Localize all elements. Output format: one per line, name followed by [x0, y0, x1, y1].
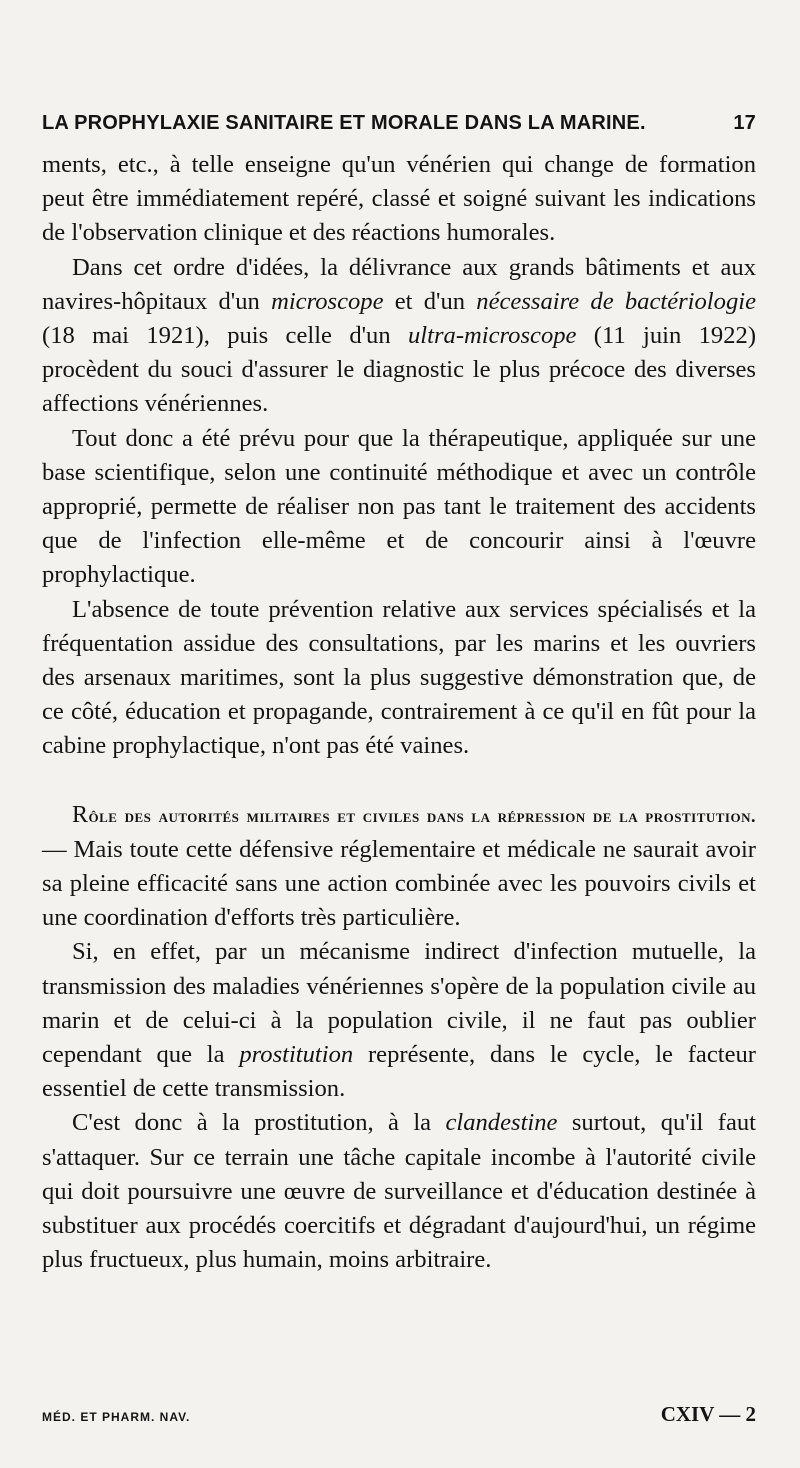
- paragraph-3: Tout donc a été prévu pour que la thérapeutique, appliquée sur une base scientifique, selon une continuité méthodique et avec un contrôle approprié, permette de réaliser non pas tant le traitement des accidents que de l'infection elle-même et de concourir ainsi à l'œuvre prophylactique.: [42, 424, 756, 589]
- document-page: [42, 0, 756, 1468]
- journal-abbreviation: MÉD. ET PHARM. NAV.: [42, 1410, 191, 1424]
- paragraph-4: L'absence de toute prévention relative aux services spécialisés et la fréquentation assidue des consultations, par les marins et les ouvriers des arsenaux maritimes, sont la plus suggestive démonstration que, de ce côté, éducation et propagande, contrairement à ce qu'il en fût pour la cabine prophylactique, n'ont pas été vaines.: [42, 595, 756, 760]
- signature-mark: CXIV — 2: [660, 1402, 756, 1426]
- page-footer: [42, 1402, 756, 1427]
- paragraph-6: Si, en effet, par un mécanisme indirect d'infection mutuelle, la transmission des maladies vénériennes s'opère de la population civile au marin et de celui-ci à la population civile, il ne faut pas oublier cependant que la prostitution représente, dans le cycle, le facteur essentiel de cette transmission.: [42, 938, 756, 1103]
- section-heading: Rôle des autorités militaires et civiles dans la répression de la prostitution.: [72, 801, 756, 828]
- body-text: [42, 148, 756, 1278]
- section-gap: [42, 764, 756, 798]
- running-title: LA PROPHYLAXIE SANITAIRE ET MORALE DANS LA MARINE.: [42, 112, 646, 134]
- paragraph-1: ments, etc., à telle enseigne qu'un vénérien qui change de formation peut être immédiatement repéré, classé et soigné suivant les indications de l'observation clinique et des réactions humorales.: [42, 151, 756, 247]
- running-header: [42, 112, 756, 135]
- paragraph-2: Dans cet ordre d'idées, la délivrance aux grands bâtiments et aux navires-hôpitaux d'un microscope et d'un nécessaire de bactériologie (18 mai 1921), puis celle d'un ultra-microscope (11 juin 1922) procèdent du souci d'assurer le diagnostic le plus précoce des diverses affections vénériennes.: [42, 253, 757, 418]
- paragraph-7: C'est donc à la prostitution, à la clandestine surtout, qu'il faut s'attaquer. Sur ce terrain une tâche capitale incombe à l'autorité civile qui doit poursuivre une œuvre de surveillance et d'éducation destinée à substituer aux procédés coercitifs et dégradant d'aujourd'hui, un régime plus fructueux, plus humain, moins arbitraire.: [42, 1109, 756, 1274]
- page-number: 17: [733, 112, 756, 134]
- section-paragraph: Rôle des autorités militaires et civiles dans la répression de la prostitution. — Mais toute cette défensive réglementaire et médicale ne saurait avoir sa pleine efficacité sans une action combinée avec les pouvoirs civils et une coordination d'efforts très particulière.: [42, 801, 756, 932]
